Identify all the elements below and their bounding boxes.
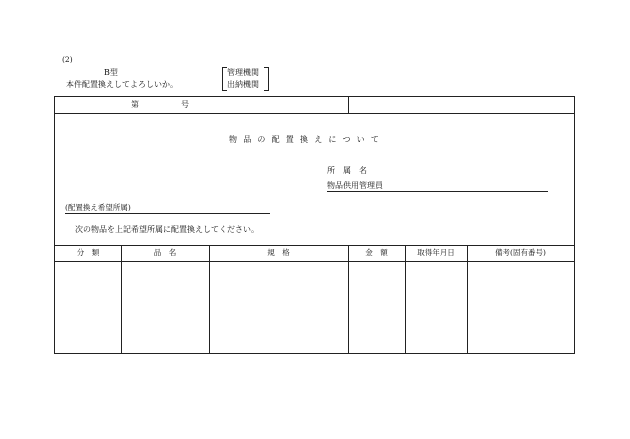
institution-bracket-right bbox=[264, 67, 269, 91]
col-header-acquisition-date: 取得年月日 bbox=[417, 248, 455, 257]
col-header-amount: 金 額 bbox=[365, 248, 388, 257]
desired-affiliation-label: (配置換え希望所属) bbox=[65, 203, 131, 212]
desired-affiliation-line bbox=[65, 213, 270, 214]
institution-management: 管理機関 bbox=[227, 68, 259, 77]
transfer-form bbox=[54, 96, 575, 354]
manager-label: 物品供用管理員 bbox=[327, 181, 383, 190]
col-header-item-name: 品 名 bbox=[153, 248, 177, 257]
affiliation-label: 所 属 名 bbox=[327, 166, 367, 175]
col-header-remarks: 備考(固有番号) bbox=[495, 248, 546, 257]
instruction-text: 次の物品を上記希望所属に配置換えしてください。 bbox=[75, 225, 259, 234]
type-label: B型 bbox=[104, 68, 118, 77]
number-go: 号 bbox=[181, 100, 189, 109]
manager-signature-line bbox=[327, 191, 548, 192]
institution-treasury: 出納機関 bbox=[227, 80, 259, 89]
table-col-divider-4 bbox=[405, 245, 406, 353]
table-col-divider-2 bbox=[209, 245, 210, 353]
table-col-divider-1 bbox=[121, 245, 122, 353]
table-top-rule bbox=[55, 245, 574, 246]
col-header-category: 分 類 bbox=[76, 248, 100, 257]
form-title: 物品の配置換えについて bbox=[229, 135, 386, 144]
table-col-divider-5 bbox=[467, 245, 468, 353]
table-header-rule bbox=[55, 261, 574, 262]
number-row-divider bbox=[348, 97, 349, 113]
col-header-specification: 規 格 bbox=[267, 248, 290, 257]
section-number: (2) bbox=[62, 55, 73, 64]
approval-question: 本件配置換えしてよろしいか。 bbox=[66, 80, 178, 89]
table-col-divider-3 bbox=[348, 245, 349, 353]
number-dai: 第 bbox=[131, 100, 139, 109]
number-row-bottom-rule bbox=[55, 113, 574, 114]
